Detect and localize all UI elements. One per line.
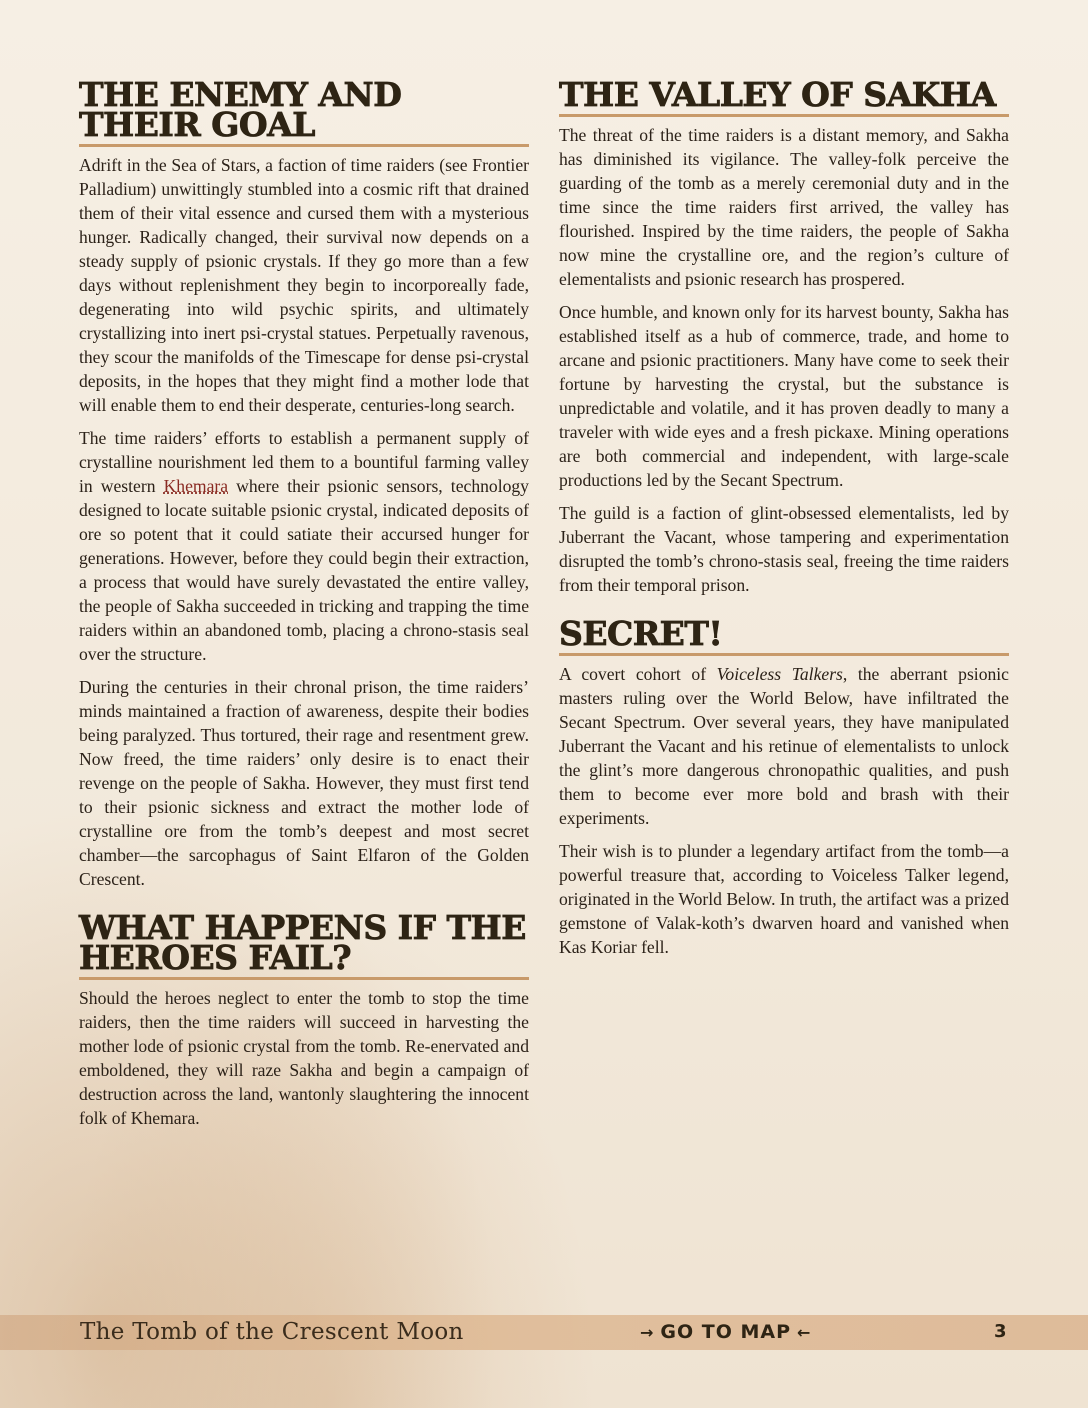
- footer-title: The Tomb of the Crescent Moon: [80, 1319, 464, 1345]
- paragraph: [559, 662, 1009, 830]
- arrow-right-icon: →: [640, 1322, 655, 1342]
- section-heading: SECRET!: [559, 619, 1009, 656]
- paragraph: The guild is a faction of glint-obsessed elementalists, led by Juberrant the Vacant, whose tampering and experimentation disrupted the tomb’s chrono-stasis seal, freeing the time raiders from their temporal prison.: [559, 503, 1009, 595]
- section-heading: THE ENEMY AND THEIR GOAL: [79, 80, 529, 147]
- page-footer: [0, 1315, 1088, 1350]
- italic-term: Voiceless Talkers: [716, 664, 843, 684]
- paragraph: Adrift in the Sea of Stars, a faction of time raiders (see Frontier Palladium) unwittingly stumbled into a cosmic rift that drained them of their vital essence and cursed them with a mysterious hunger. Radically changed, their survival now depends on a steady supply of psionic crystals. If they go more than a few days without replenishment they begin to incorporeally fade, degenerating into wild psychic spirits, and ultimately crystallizing into inert psi-crystal statues. Perpetually ravenous, they scour the manifolds of the Timescape for dense psi-crystal deposits, in the hopes that they might find a mother lode that will enable them to end their desperate, centuries-long search.: [79, 155, 529, 415]
- section-enemy-goal: [79, 75, 529, 891]
- go-to-map-label: GO TO MAP: [660, 1321, 792, 1343]
- section-heading: THE VALLEY OF SAKHA: [559, 80, 1009, 117]
- text-span: A covert cohort of: [559, 664, 717, 684]
- left-column: [79, 75, 529, 1152]
- section-secret: [559, 614, 1010, 959]
- page-number: 3: [994, 1321, 1007, 1342]
- paragraph: Their wish is to plunder a legendary artifact from the tomb—a powerful treasure that, according to Voiceless Talker legend, originated in the World Below. In truth, the artifact was a prized gemstone of Valak-koth’s dwarven hoard and vanished when Kas Koriar fell.: [559, 841, 1010, 957]
- text-span: where their psionic sensors, technology designed to locate suitable psionic crystal, indicated deposits of ore so potent that it could satiate their accursed hunger for generations. However, before they could begin their extraction, a process that would have surely devastated the entire valley, the people of Sakha succeeded in tricking and trapping the time raiders within an abandoned tomb, placing a chrono-stasis seal over the structure.: [79, 476, 529, 664]
- paragraph: Should the heroes neglect to enter the tomb to stop the time raiders, then the time raiders will succeed in harvesting the mother lode of psionic crystal from the tomb. Re-enervated and emboldened, they will raze Sakha and begin a campaign of destruction across the land, wantonly slaughtering the innocent folk of Khemara.: [79, 988, 529, 1128]
- khemara-link[interactable]: Khemara: [163, 476, 229, 496]
- section-heroes-fail: [79, 908, 529, 1130]
- paragraph: During the centuries in their chronal prison, the time raiders’ minds maintained a fraction of awareness, despite their bodies being paralyzed. Thus tortured, their rage and resentment grew. Now freed, the time raiders’ only desire is to enact their revenge on the people of Sakha. However, they must first tend to their psionic sickness and extract the mother lode of crystalline ore from the tomb’s deepest and most secret chamber—the sarcophagus of Saint Elfaron of the Golden Crescent.: [79, 677, 529, 889]
- section-heading: WHAT HAPPENS IF THE HEROES FAIL?: [79, 913, 529, 980]
- paragraph: The threat of the time raiders is a distant memory, and Sakha has diminished its vigilance. The valley-folk perceive the guarding of the tomb as a merely ceremonial duty and in the time since the time raiders first arrived, the valley has flourished. Inspired by the time raiders, the people of Sakha now mine the crystalline ore, and the region’s culture of elementalists and psionic research has prospered.: [559, 125, 1009, 289]
- section-valley-of-sakha: [559, 75, 1009, 597]
- text-span: The time raiders’ efforts to establish a permanent supply of crystalline nourishment led them to a bountiful farming valley in western: [79, 428, 529, 496]
- paragraph: [79, 426, 529, 666]
- paragraph: Once humble, and known only for its harvest bounty, Sakha has established itself as a hub of commerce, trade, and home to arcane and psionic practitioners. Many have come to seek their fortune by harvesting the crystal, but the substance is unpredictable and volatile, and it has proven deadly to many a traveler with wide eyes and a fresh pickaxe. Mining operations are both commercial and independent, with large-scale productions led by the Secant Spectrum.: [559, 302, 1009, 490]
- arrow-left-icon: ←: [797, 1322, 812, 1342]
- text-span: , the aberrant psionic masters ruling over the World Below, have infiltrated the Secant Spectrum. Over several years, they have manipulated Juberrant the Vacant and his retinue of elementalists to unlock the glint’s more dangerous chronopathic qualities, and push them to become ever more bold and brash with their experiments.: [559, 664, 1009, 828]
- go-to-map-button[interactable]: [640, 1321, 811, 1343]
- right-column: [559, 75, 1010, 981]
